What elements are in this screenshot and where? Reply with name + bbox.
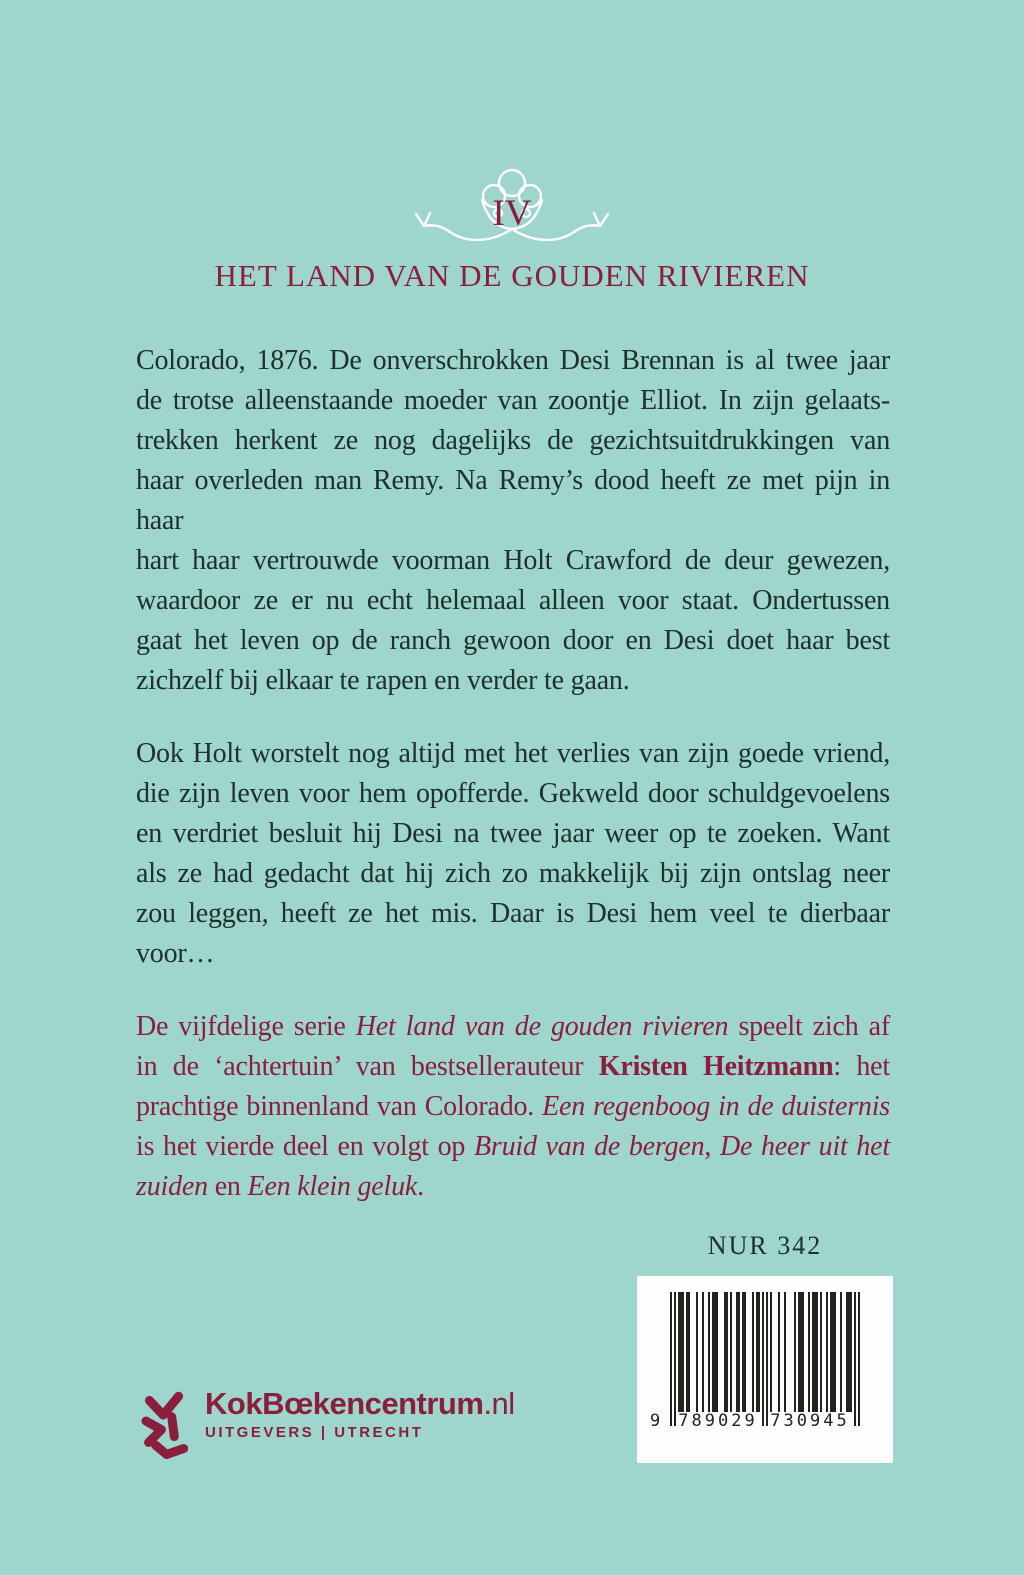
barcode-bar xyxy=(858,1292,860,1426)
barcode-bar xyxy=(678,1292,684,1412)
synopsis-line: gaat het leven op de ranch gewoon door en Desi doet haar best xyxy=(136,625,890,656)
synopsis-paragraph-1 xyxy=(136,341,890,701)
isbn-digits-left: 789029 xyxy=(678,1411,758,1431)
synopsis-line: zuiden en Een klein geluk. xyxy=(136,1171,424,1202)
chapter-ornament xyxy=(412,166,612,250)
barcode-bar xyxy=(784,1292,786,1412)
barcode-bar xyxy=(820,1292,822,1412)
publisher-name-main: KokBœkencentrum xyxy=(205,1386,484,1421)
barcode-bar xyxy=(712,1292,718,1412)
publisher-name xyxy=(205,1387,515,1420)
barcode-bar xyxy=(756,1292,760,1412)
barcode-bar xyxy=(794,1292,796,1412)
synopsis-line: als ze had gedacht dat hij zich zo makkelijk bij zijn ontslag neer xyxy=(136,858,890,889)
synopsis-line: in de ‘achtertuin’ van bestsellerauteur Kristen Heitzmann: het xyxy=(136,1051,890,1082)
synopsis-line: is het vierde deel en volgt op Bruid van de bergen, De heer uit het xyxy=(136,1131,890,1162)
barcode-bar xyxy=(778,1292,780,1412)
publisher-tagline: UITGEVERS | UTRECHT xyxy=(205,1424,424,1441)
publisher-name-suffix: .nl xyxy=(483,1386,515,1421)
barcode-bar xyxy=(686,1292,690,1412)
barcode-bar xyxy=(742,1292,746,1412)
barcode-bar xyxy=(854,1292,856,1426)
barcode-bar xyxy=(702,1292,704,1412)
barcode-bar xyxy=(846,1292,852,1412)
barcode-bar xyxy=(770,1292,772,1412)
barcode-bar xyxy=(826,1292,828,1412)
publisher-logo xyxy=(140,1387,515,1461)
synopsis xyxy=(136,341,890,1240)
nur-code: NUR 342 xyxy=(707,1231,823,1260)
synopsis-line: hart haar vertrouwde voorman Holt Crawford de deur gewezen, xyxy=(136,545,890,576)
synopsis-line: prachtige binnenland van Colorado. Een regenboog in de duisternis xyxy=(136,1091,890,1122)
synopsis-line: zou leggen, heeft ze het mis. Daar is Desi hem veel te dierbaar xyxy=(136,898,890,929)
synopsis-line: die zijn leven voor hem opofferde. Gekweld door schuldgevoelens xyxy=(136,778,890,809)
synopsis-line: De vijfdelige serie Het land van de gouden rivieren speelt zich af xyxy=(136,1011,890,1042)
barcode-bar xyxy=(736,1292,740,1412)
synopsis-paragraph-2 xyxy=(136,734,890,974)
barcode-bar xyxy=(708,1292,710,1412)
barcode-bar xyxy=(696,1292,698,1412)
synopsis-line: haar overleden man Remy. Na Remy’s dood heeft ze met pijn in haar xyxy=(136,465,890,536)
synopsis-line: Colorado, 1876. De onverschrokken Desi Brennan is al twee jaar xyxy=(136,345,890,376)
barcode-bar xyxy=(670,1292,672,1426)
isbn-digits-right: 730945 xyxy=(770,1411,850,1431)
series-title: HET LAND VAN DE GOUDEN RIVIEREN xyxy=(214,258,810,293)
barcode-bar xyxy=(674,1292,676,1426)
barcode-bar xyxy=(812,1292,818,1412)
synopsis-line: Ook Holt worstelt nog altijd met het verlies van zijn goede vriend, xyxy=(136,738,890,769)
synopsis-line: voor… xyxy=(136,938,215,969)
barcode-bar xyxy=(766,1292,768,1426)
barcode-bars xyxy=(670,1292,860,1426)
isbn-barcode xyxy=(637,1276,893,1463)
barcode-bar xyxy=(762,1292,764,1426)
barcode-bar xyxy=(840,1292,842,1412)
barcode-bar xyxy=(730,1292,732,1412)
synopsis-line: zichzelf bij elkaar te rapen en verder te gaan. xyxy=(136,665,630,696)
synopsis-line: en verdriet besluit hij Desi na twee jaar weer op te zoeken. Want xyxy=(136,818,890,849)
synopsis-paragraph-3 xyxy=(136,1007,890,1207)
barcode-bar xyxy=(724,1292,728,1412)
synopsis-line: de trotse alleenstaande moeder van zoontje Elliot. In zijn gelaats- xyxy=(136,385,890,416)
barcode-bar xyxy=(798,1292,804,1412)
synopsis-line: trekken herkent ze nog dagelijks de gezichtsuitdrukkingen van xyxy=(136,425,890,456)
barcode-bar xyxy=(752,1292,754,1412)
chapter-numeral: IV xyxy=(492,193,532,234)
barcode-bar xyxy=(808,1292,810,1412)
isbn-digit-lead: 9 xyxy=(650,1411,661,1431)
barcode-bar xyxy=(830,1292,836,1412)
publisher-logo-text xyxy=(205,1387,515,1441)
synopsis-line: waardoor ze er nu echt helemaal alleen voor staat. Ondertussen xyxy=(136,585,890,616)
publisher-logo-icon xyxy=(140,1388,188,1461)
